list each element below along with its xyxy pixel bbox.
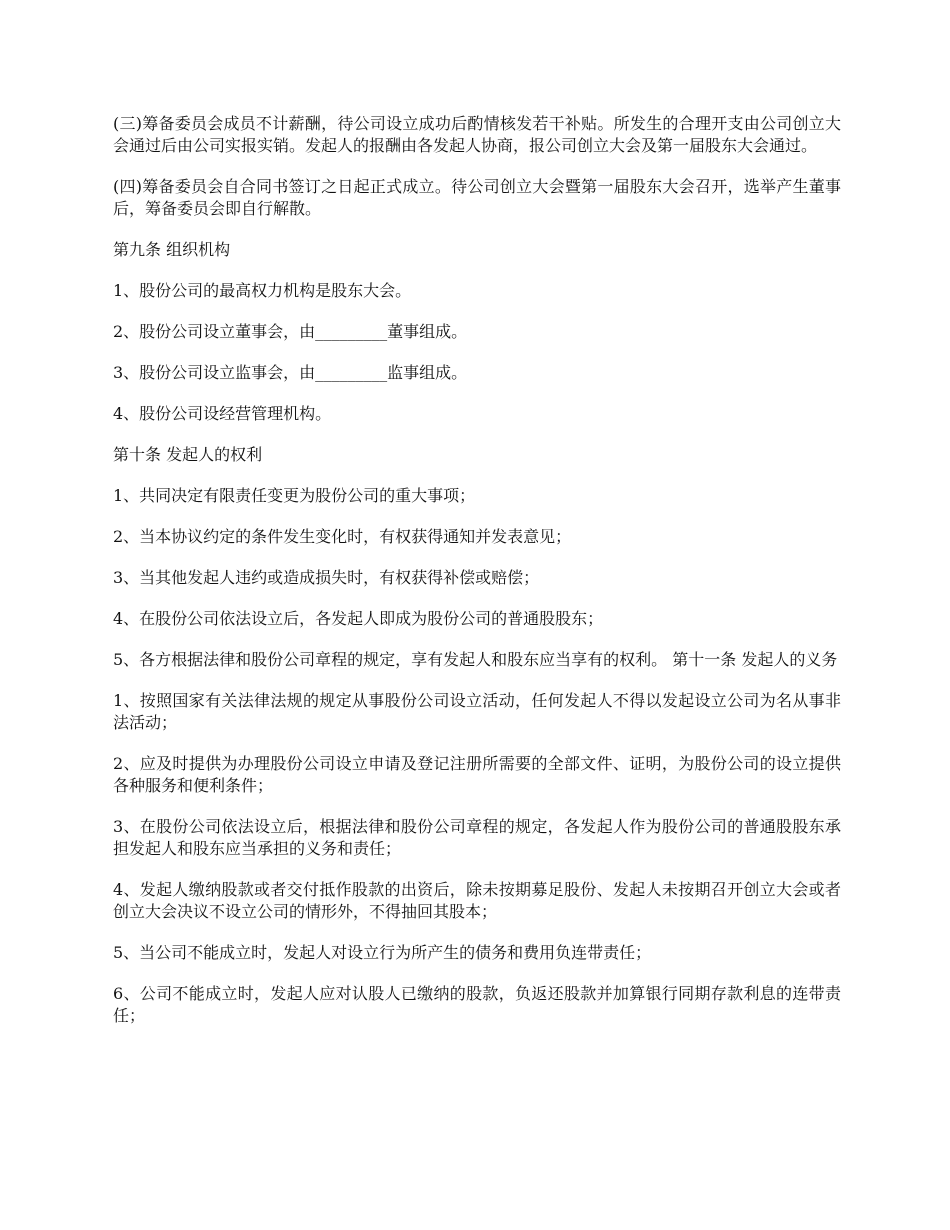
article-9-item-2: 2、股份公司设立董事会，由_________董事组成。 — [113, 322, 468, 341]
article-11-item-3: 3、在股份公司依法设立后，根据法律和股份公司章程的规定，各发起人作为股份公司的普通股股东承担发起人和股东应当承担的义务和责任； — [113, 817, 841, 858]
article-11-item-4: 4、发起人缴纳股款或者交付抵作股款的出资后，除未按期募足股份、发起人未按期召开创立大会或者创立大会决议不设立公司的情形外，不得抽回其股本； — [113, 880, 841, 921]
article-10-item-2: 2、当本协议约定的条件发生变化时，有权获得通知并发表意见； — [113, 527, 572, 546]
article-9-item-4: 4、股份公司设经营管理机构。 — [113, 404, 332, 423]
article-11-item-1: 1、按照国家有关法律法规的规定从事股份公司设立活动，任何发起人不得以发起设立公司为名从事非法活动； — [113, 691, 841, 732]
article-11-item-5: 5、当公司不能成立时，发起人对设立行为所产生的债务和费用负连带责任； — [113, 943, 652, 962]
article-11-item-2: 2、应及时提供为办理股份公司设立申请及登记注册所需要的全部文件、证明，为股份公司的设立提供各种服务和便利条件； — [113, 754, 841, 795]
article-10-item-5-and-article-11-heading: 5、各方根据法律和股份公司章程的规定，享有发起人和股东应当享有的权利。 第十一条 发起人的义务 — [113, 650, 838, 669]
article-9-heading: 第九条 组织机构 — [113, 240, 231, 259]
article-11-item-6: 6、公司不能成立时，发起人应对认股人已缴纳的股款，负返还股款并加算银行同期存款利息的连带责任； — [113, 984, 841, 1025]
article-10-item-1: 1、共同决定有限责任变更为股份公司的重大事项； — [113, 486, 476, 505]
article-10-item-3: 3、当其他发起人违约或造成损失时，有权获得补偿或赔偿； — [113, 568, 540, 587]
clause-4-committee-establishment: (四)筹备委员会自合同书签订之日起正式成立。待公司创立大会暨第一届股东大会召开，选举产生董事后，筹备委员会即自行解散。 — [113, 177, 841, 218]
document-page — [113, 113, 841, 1046]
article-9-item-1: 1、股份公司的最高权力机构是股东大会。 — [113, 281, 412, 300]
article-10-heading: 第十条 发起人的权利 — [113, 445, 263, 464]
clause-3-compensation: (三)筹备委员会成员不计薪酬，待公司设立成功后酌情核发若干补贴。所发生的合理开支由公司创立大会通过后由公司实报实销。发起人的报酬由各发起人协商，报公司创立大会及第一届股东大会通过。 — [113, 114, 841, 155]
article-10-item-4: 4、在股份公司依法设立后，各发起人即成为股份公司的普通股股东； — [113, 609, 604, 628]
article-9-item-3: 3、股份公司设立监事会，由_________监事组成。 — [113, 363, 468, 382]
